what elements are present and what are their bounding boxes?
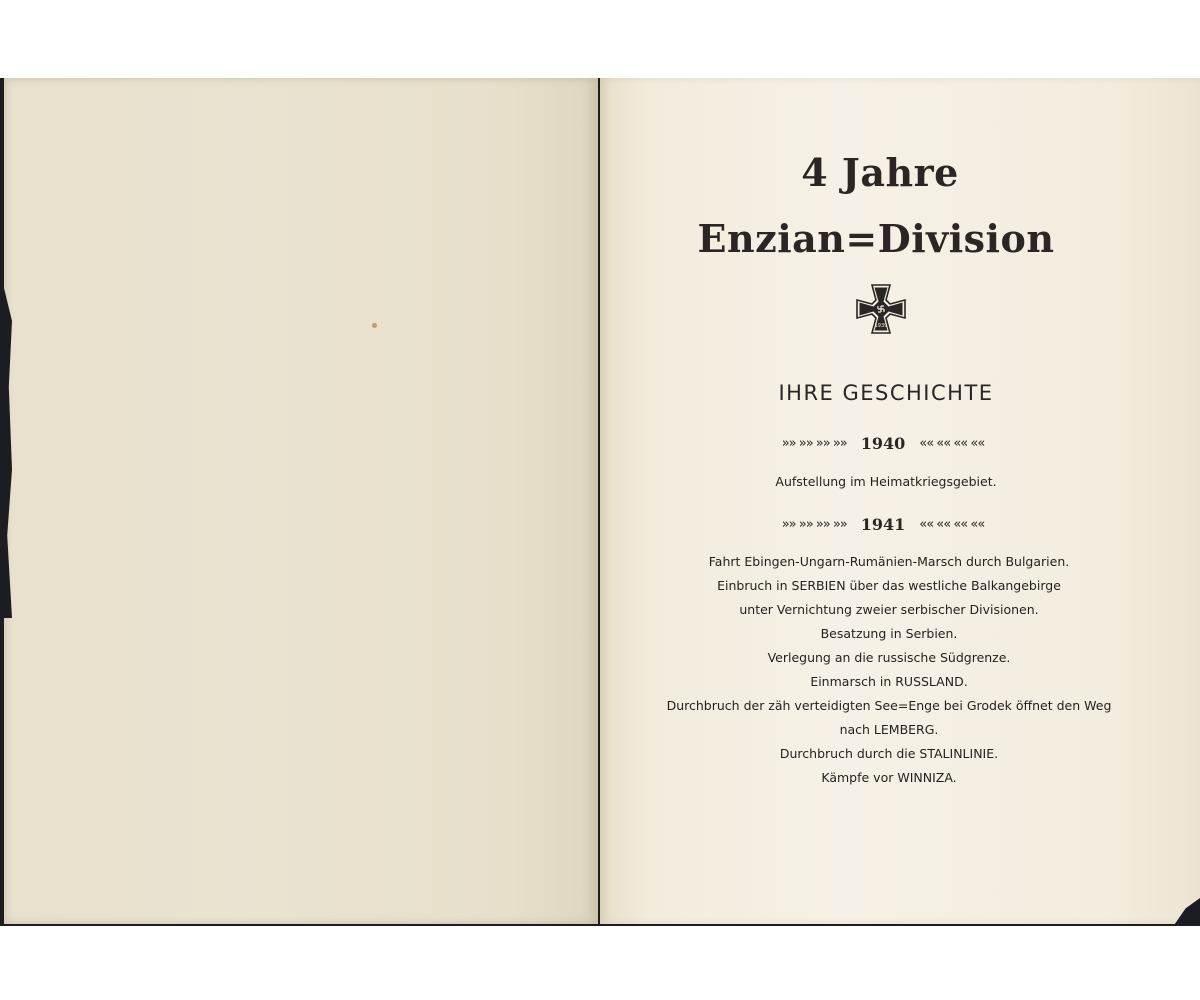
- right-text-page: [600, 78, 1200, 924]
- ornament-left: »» »» »» »»: [781, 517, 847, 532]
- history-line: Fahrt Ebingen-Ungarn-Rumänien-Marsch durch Bulgarien.: [708, 554, 1070, 569]
- ornament-right: «« «« «« ««: [919, 436, 985, 451]
- year-divider-1940: [583, 434, 1183, 453]
- history-line: Aufstellung im Heimatkriegsgebiet.: [775, 474, 997, 489]
- ornament-left: »» »» »» »»: [781, 436, 847, 451]
- section-heading: IHRE GESCHICHTE: [778, 381, 994, 405]
- title-line-2: Enzian=Division: [697, 216, 1055, 261]
- torn-corner: [1164, 898, 1200, 924]
- year-divider-1941: [583, 515, 1183, 534]
- history-lines-1941: [589, 550, 1189, 790]
- year-label: 1940: [860, 434, 906, 453]
- ornament-right: «« «« «« ««: [919, 517, 985, 532]
- cross-year-mark: 1939: [874, 323, 888, 329]
- history-line: Kämpfe vor WINNIZA.: [821, 770, 957, 785]
- history-line: unter Vernichtung zweier serbischer Divisionen.: [739, 602, 1039, 617]
- year-label: 1941: [860, 515, 906, 534]
- history-line: nach LEMBERG.: [839, 722, 939, 737]
- torn-edge: [4, 288, 12, 618]
- history-line: Verlegung an die russische Südgrenze.: [767, 650, 1011, 665]
- paper-stain: [372, 323, 377, 328]
- left-blank-page: [4, 78, 598, 924]
- title-line-1: 4 Jahre: [801, 150, 959, 195]
- history-line: Einbruch in SERBIEN über das westliche Balkangebirge: [717, 578, 1061, 593]
- history-line: Einmarsch in RUSSLAND.: [810, 674, 968, 689]
- history-line: Besatzung in Serbien.: [820, 626, 958, 641]
- iron-cross-icon: [855, 283, 907, 335]
- history-line: Durchbruch der zäh verteidigten See=Enge bei Grodek öffnet den Weg: [666, 698, 1112, 713]
- history-line: Durchbruch durch die STALINLINIE.: [779, 746, 999, 761]
